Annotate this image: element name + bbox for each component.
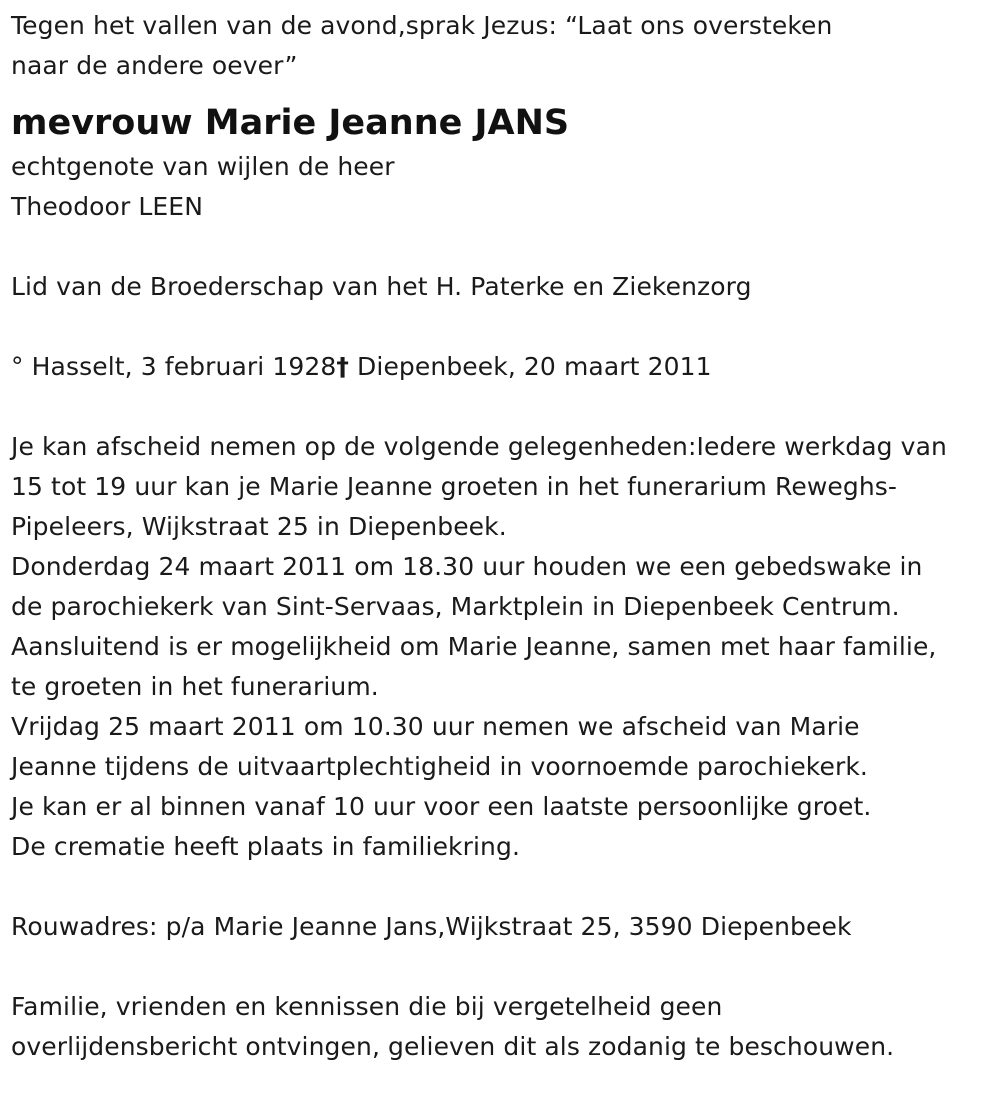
farewell-line: Jeanne tijdens de uitvaartplechtigheid in voornoemde parochiekerk. <box>11 752 868 781</box>
closing-paragraph <box>11 987 991 1067</box>
dates-line <box>11 347 991 387</box>
farewell-line: Pipeleers, Wijkstraat 25 in Diepenbeek. <box>11 512 507 541</box>
farewell-line: Aansluitend is er mogelijkheid om Marie Jeanne, samen met haar familie, <box>11 632 937 661</box>
mourning-address: Rouwadres: p/a Marie Jeanne Jans,Wijkstraat 25, 3590 Diepenbeek <box>11 912 852 941</box>
farewell-line: Vrijdag 25 maart 2011 om 10.30 uur nemen we afscheid van Marie <box>11 712 860 741</box>
deceased-name: mevrouw Marie Jeanne JANS <box>11 103 570 143</box>
obituary-notice <box>11 6 991 1067</box>
quote-line: naar de andere oever” <box>11 51 298 80</box>
farewell-line: Donderdag 24 maart 2011 om 18.30 uur houden we een gebedswake in <box>11 552 923 581</box>
cross-icon: † <box>336 352 349 381</box>
spouse-block <box>11 147 991 227</box>
farewell-paragraph <box>11 427 991 867</box>
farewell-line: te groeten in het funerarium. <box>11 672 379 701</box>
quote-block <box>11 6 991 86</box>
death-date: Diepenbeek, 20 maart 2011 <box>349 352 712 381</box>
farewell-line: Je kan afscheid nemen op de volgende gelegenheden:Iedere werkdag van <box>11 432 947 461</box>
membership-line: Lid van de Broederschap van het H. Paterke en Ziekenzorg <box>11 272 752 301</box>
quote-line: Tegen het vallen van de avond,sprak Jezus: “Laat ons oversteken <box>11 11 833 40</box>
farewell-line: de parochiekerk van Sint-Servaas, Marktplein in Diepenbeek Centrum. <box>11 592 900 621</box>
farewell-line: De crematie heeft plaats in familiekring. <box>11 832 521 861</box>
birth-date: ° Hasselt, 3 februari 1928 <box>11 352 337 381</box>
farewell-line: Je kan er al binnen vanaf 10 uur voor een laatste persoonlijke groet. <box>11 792 872 821</box>
spouse-line: echtgenote van wijlen de heer <box>11 152 395 181</box>
farewell-line: 15 tot 19 uur kan je Marie Jeanne groeten in het funerarium Reweghs- <box>11 472 898 501</box>
closing-line: Familie, vrienden en kennissen die bij vergetelheid geen <box>11 992 723 1021</box>
spouse-name: Theodoor LEEN <box>11 192 203 221</box>
closing-line: overlijdensbericht ontvingen, gelieven dit als zodanig te beschouwen. <box>11 1032 895 1061</box>
